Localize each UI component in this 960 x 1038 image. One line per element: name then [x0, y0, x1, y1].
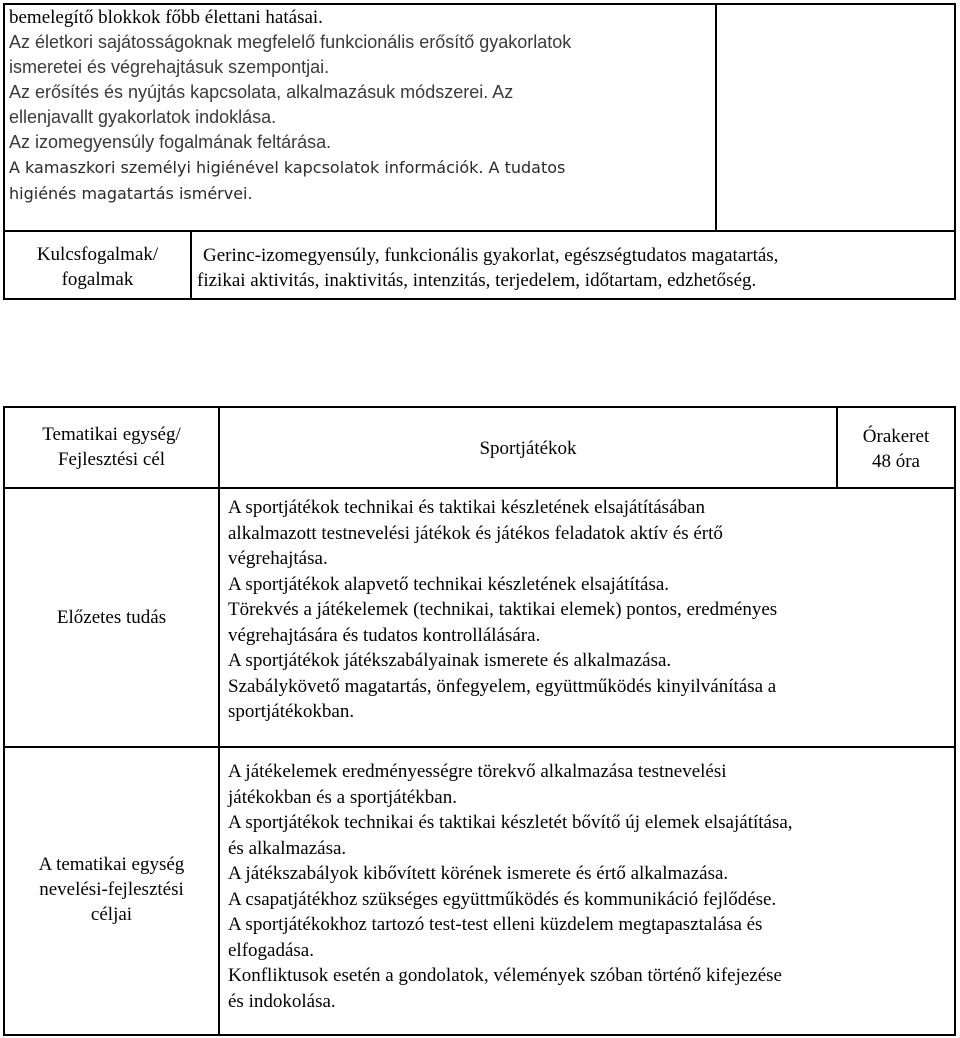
elozetes-label: [5, 605, 218, 630]
kulcsfogalmak-label-line2: fogalmak: [61, 269, 134, 290]
kulcsfogalmak-label-line1: Kulcsfogalmak/: [36, 244, 159, 265]
elozetes-line: Törekvés a játékelemek (technikai, taktikai elemek) pontos, eredményes: [228, 599, 778, 620]
row-divider-1: [3, 487, 956, 489]
celok-label: [5, 852, 218, 927]
lower-table-border-right: [954, 406, 956, 1036]
top-line: bemelegítő blokkok főbb élettani hatásai.: [9, 7, 323, 28]
upper-table-border-right: [954, 3, 956, 300]
unit-title-text: Sportjátékok: [479, 438, 577, 459]
celok-line: A sportjátékok technikai és taktikai készletét bővítő új elemek elsajátítása,: [228, 812, 793, 833]
celok-line: és alkalmazása.: [228, 837, 347, 859]
celok-line: A játékelemek eredményességre törekvő alkalmazása testnevelési: [228, 761, 727, 782]
celok-line: játékokban és a sportjátékban.: [228, 786, 457, 808]
top-line: A kamaszkori személyi higiénével kapcsolatok információk. A tudatos: [9, 158, 566, 177]
kulcsfogalmak-content: [197, 243, 952, 293]
elozetes-line: alkalmazott testnevelési játékok és játékos feladatok aktív és értő: [228, 522, 723, 544]
celok-line: A játékszabályok kibővített körének ismerete és értő alkalmazása.: [228, 863, 729, 884]
unit-label-line2: Fejlesztési cél: [57, 449, 166, 470]
upper-table-row-divider: [3, 230, 956, 232]
celok-content: [228, 759, 950, 1014]
unit-label: [5, 422, 218, 472]
elozetes-line: végrehajtása.: [228, 548, 328, 569]
celok-label-line3: céljai: [90, 904, 133, 925]
elozetes-line: sportjátékokban.: [228, 701, 355, 722]
kulcsfogalmak-line: fizikai aktivitás, inaktivitás, intenzitás, terjedelem, időtartam, edzhetőség.: [197, 270, 757, 291]
elozetes-line: A sportjátékok játékszabályainak ismerete és alkalmazása.: [228, 650, 672, 671]
upper-table: [3, 3, 956, 300]
lower-table-border-top: [3, 406, 956, 408]
hours-cell: [838, 424, 954, 474]
top-line: ellenjavallt gyakorlatok indoklása.: [9, 107, 277, 127]
unit-title: [220, 436, 836, 462]
celok-label-line2: nevelési-fejlesztési: [39, 879, 184, 900]
top-line: higiénés magatartás ismérvei.: [9, 184, 253, 203]
elozetes-line: végrehajtására és tudatos kontrollálására.: [228, 624, 541, 646]
top-block-text: [9, 5, 709, 207]
label-col-divider: [218, 406, 220, 1036]
top-line: ismeretei és végrehajtásuk szempontjai.: [9, 57, 330, 77]
elozetes-content: [228, 495, 950, 725]
celok-line: és indokolása.: [228, 990, 336, 1012]
lower-table-border-left: [3, 406, 5, 1036]
elozetes-line: A sportjátékok alapvető technikai készletének elsajátítása.: [228, 573, 670, 595]
celok-line: elfogadása.: [228, 939, 314, 961]
kulcsfogalmak-line: Gerinc-izomegyensúly, funkcionális gyakorlat, egészségtudatos magatartás,: [203, 245, 779, 266]
elozetes-label-text: Előzetes tudás: [56, 607, 167, 628]
elozetes-line: Szabálykövető magatartás, önfegyelem, együttműködés kinyilvánítása a: [228, 675, 777, 697]
lower-table: [3, 406, 956, 1036]
celok-line: A csapatjátékhoz szükséges együttműködés és kommunikáció fejlődése.: [228, 888, 777, 910]
top-line: Az életkori sajátosságoknak megfelelő funkcionális erősítő gyakorlatok: [9, 32, 572, 52]
row-divider-2: [3, 746, 956, 748]
celok-label-line1: A tematikai egység: [38, 854, 185, 875]
elozetes-line: A sportjátékok technikai és taktikai készletének elsajátításában: [228, 497, 705, 518]
top-line: Az izomegyensúly fogalmának feltárása.: [9, 132, 332, 152]
kulcsfogalmak-divider: [190, 230, 192, 300]
top-line: Az erősítés és nyújtás kapcsolata, alkalmazásuk módszerei. Az: [9, 82, 514, 102]
unit-label-line1: Tematikai egység/: [42, 424, 181, 445]
lower-table-border-bottom: [3, 1034, 956, 1036]
kulcsfogalmak-label: [5, 242, 190, 292]
celok-line: Konfliktusok esetén a gondolatok, vélemények szóban történő kifejezése: [228, 965, 782, 986]
hours-value: 48 óra: [871, 451, 920, 472]
celok-line: A sportjátékokhoz tartozó test-test elleni küzdelem megtapasztalása és: [228, 914, 763, 935]
hours-label: Órakeret: [862, 426, 930, 447]
upper-table-col-divider: [715, 3, 717, 230]
upper-table-border-bottom: [3, 298, 956, 300]
